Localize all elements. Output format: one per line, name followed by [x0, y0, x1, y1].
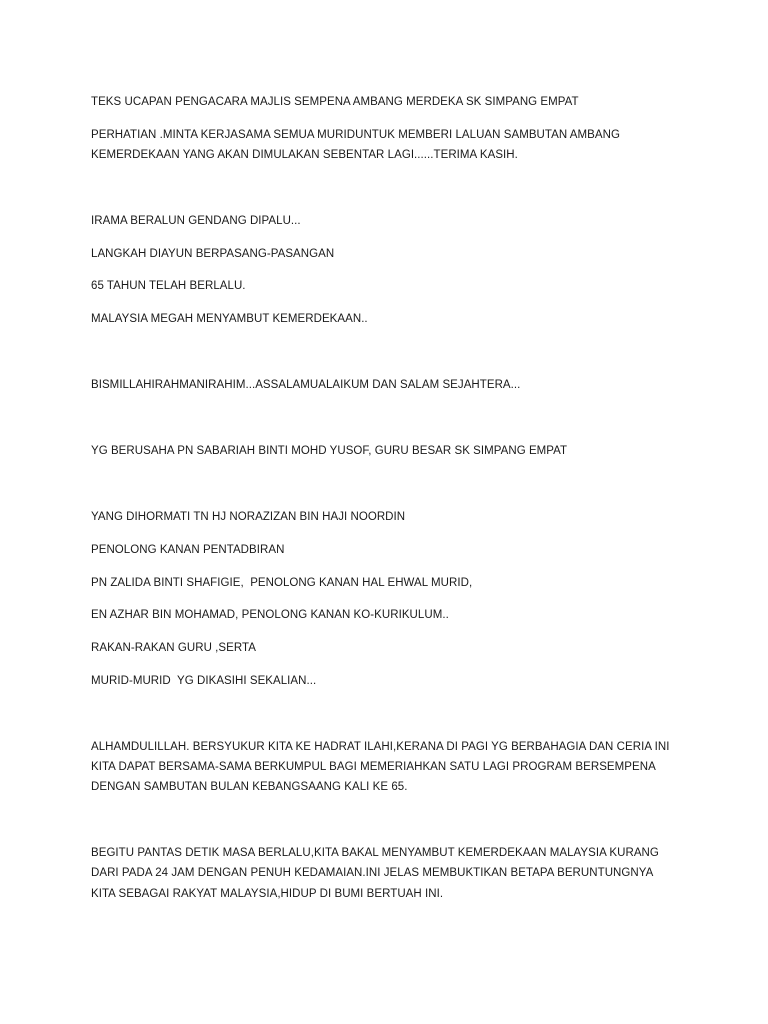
paragraph-line: ALHAMDULILLAH. BERSYUKUR KITA KE HADRAT ILAHI,KERANA DI PAGI YG BERBAHAGIA DAN CERIA INI [91, 741, 670, 753]
paragraph-line: DENGAN SAMBUTAN BULAN KEBANGSAANG KALI KE 65. [91, 781, 408, 793]
paragraph-line: BISMILLAHIRAHMANIRAHIM...ASSALAMUALAIKUM DAN SALAM SEJAHTERA... [91, 379, 521, 391]
paragraph-line: PN ZALIDA BINTI SHAFIGIE, PENOLONG KANAN HAL EHWAL MURID, [91, 577, 473, 589]
paragraph-line: YG BERUSAHA PN SABARIAH BINTI MOHD YUSOF, GURU BESAR SK SIMPANG EMPAT [91, 445, 568, 457]
paragraph-line: KEMERDEKAAN YANG AKAN DIMULAKAN SEBENTAR LAGI......TERIMA KASIH. [91, 149, 518, 161]
paragraph-line: EN AZHAR BIN MOHAMAD, PENOLONG KANAN KO-KURIKULUM.. [91, 609, 449, 621]
paragraph-line: BEGITU PANTAS DETIK MASA BERLALU,KITA BAKAL MENYAMBUT KEMERDEKAAN MALAYSIA KURANG [91, 847, 659, 859]
paragraph-line: IRAMA BERALUN GENDANG DIPALU... [91, 215, 301, 227]
paragraph-line: RAKAN-RAKAN GURU ,SERTA [91, 642, 256, 654]
paragraph-line: YANG DIHORMATI TN HJ NORAZIZAN BIN HAJI NOORDIN [91, 511, 406, 523]
paragraph-line: MALAYSIA MEGAH MENYAMBUT KEMERDEKAAN.. [91, 313, 368, 325]
document-title: TEKS UCAPAN PENGACARA MAJLIS SEMPENA AMBANG MERDEKA SK SIMPANG EMPAT [91, 96, 579, 108]
paragraph-line: PERHATIAN .MINTA KERJASAMA SEMUA MURIDUNTUK MEMBERI LALUAN SAMBUTAN AMBANG [91, 129, 620, 141]
paragraph-line: 65 TAHUN TELAH BERLALU. [91, 280, 246, 292]
paragraph-line: PENOLONG KANAN PENTADBIRAN [91, 544, 285, 556]
paragraph-line: MURID-MURID YG DIKASIHI SEKALIAN... [91, 675, 317, 687]
paragraph-line: LANGKAH DIAYUN BERPASANG-PASANGAN [91, 248, 335, 260]
paragraph-line: KITA DAPAT BERSAMA-SAMA BERKUMPUL BAGI MEMERIAHKAN SATU LAGI PROGRAM BERSEMPENA [91, 761, 656, 773]
paragraph-line: KITA SEBAGAI RAKYAT MALAYSIA,HIDUP DI BUMI BERTUAH INI. [91, 888, 444, 900]
paragraph-line: DARI PADA 24 JAM DENGAN PENUH KEDAMAIAN.INI JELAS MEMBUKTIKAN BETAPA BERUNTUNGNYA [91, 867, 654, 879]
